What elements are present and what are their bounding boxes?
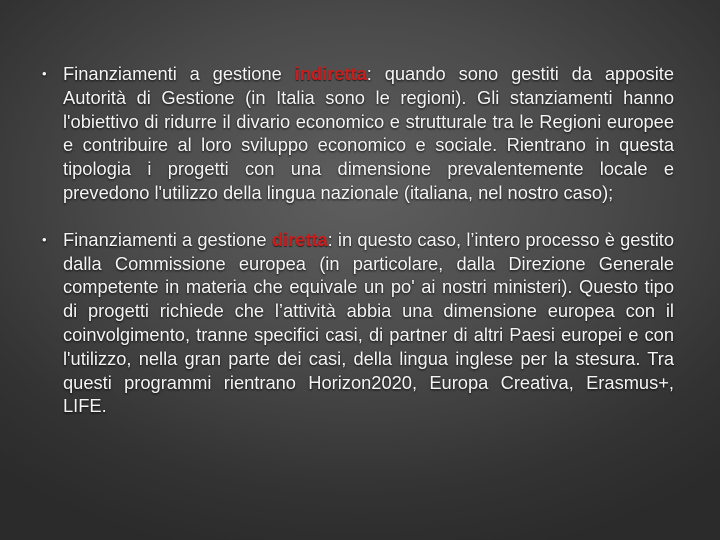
bullet-prefix: Finanziamenti a gestione: [63, 63, 295, 84]
bullet-marker: •: [42, 66, 47, 81]
bullet-marker: •: [42, 231, 47, 247]
bullet-body: : quando sono gestiti da apposite Autorità di Gestione (in Italia sono le regioni). Gli stanziamenti hanno l'obiettivo di ridurre il divario economico e strutturale tra le Regioni europee e contribuire al loro sviluppo economico e sociale. Rientrano in questa tipologia i progetti con una dimensione prevalentemente locale e prevedono l'utilizzo della lingua nazionale (italiana, nel nostro caso);: [63, 63, 674, 203]
bullet-prefix: Finanziamenti a gestione: [63, 228, 272, 250]
bullet-direct-funding: [42, 228, 674, 418]
highlight-indiretta: indiretta: [294, 63, 367, 84]
highlight-diretta: diretta: [271, 228, 328, 250]
bullet-list: [42, 62, 674, 441]
bullet-body: : in questo caso, l’intero processo è gestito dalla Commissione europea (in particolare, dalla Direzione Generale competente in materia che equivale un po' ai nostri ministeri). Questo tipo di progetti richiede che l’attività abbia una dimensione europea con il coinvolgimento, tranne specifici casi, di partner di altri Paesi europei e con l'utilizzo, nella gran parte dei casi, della lingua inglese per la stesura. Tra questi programmi rientrano Horizon2020, Europa Creativa, Erasmus+, LIFE.: [63, 228, 674, 417]
bullet-indirect-funding: [42, 62, 674, 205]
